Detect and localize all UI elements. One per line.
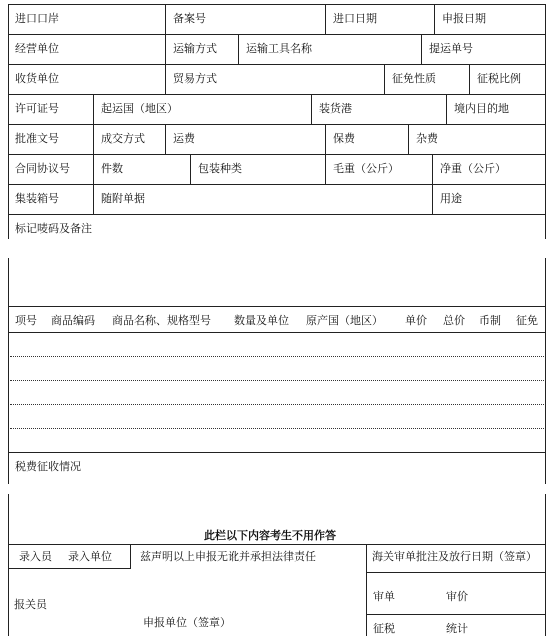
item-header: 总价 [443, 314, 465, 327]
pricing-label: 审价 [446, 590, 468, 603]
rule-col [165, 34, 166, 64]
bill-no-label: 提运单号 [429, 42, 473, 55]
rule-row [366, 614, 546, 615]
transport-name-label: 运输工具名称 [246, 42, 312, 55]
rule-col [469, 64, 470, 94]
rule-right-upper [545, 4, 546, 239]
declare-date-label: 申报日期 [442, 12, 486, 25]
item-header: 币制 [479, 314, 501, 327]
rule-col [93, 184, 94, 214]
declarant-label: 报关员 [14, 598, 47, 611]
net-weight-label: 净重（公斤） [440, 162, 506, 175]
rule-col [446, 94, 447, 124]
rule-col [366, 544, 367, 636]
tax-section-label: 税费征收情况 [15, 460, 81, 473]
container-no-label: 集装箱号 [15, 192, 59, 205]
freight-label: 运费 [173, 132, 195, 145]
rule-row [8, 154, 546, 155]
rule-col [432, 184, 433, 214]
rule-right-items [545, 258, 546, 484]
origin-country-label: 起运国（地区） [101, 102, 178, 115]
rule-top [8, 4, 546, 5]
record-no-label: 备案号 [173, 12, 206, 25]
rule-col [408, 124, 409, 154]
rule-col [432, 154, 433, 184]
contract-no-label: 合同协议号 [15, 162, 70, 175]
tax-ratio-label: 征税比例 [477, 72, 521, 85]
operator-label: 经营单位 [15, 42, 59, 55]
rule-items-header [8, 332, 546, 333]
loading-port-label: 装货港 [319, 102, 352, 115]
usage-label: 用途 [440, 192, 462, 205]
review-label: 审单 [373, 590, 395, 603]
rule-row [366, 572, 546, 573]
insurance-label: 保费 [333, 132, 355, 145]
attached-docs-label: 随附单据 [101, 192, 145, 205]
rule-items-top [8, 306, 546, 307]
rule-col [434, 4, 435, 34]
item-header: 商品编码 [51, 314, 95, 327]
rule-row [8, 94, 546, 95]
rule-row [8, 64, 546, 65]
rule-left-footer [8, 494, 9, 636]
entry-unit-label: 录入单位 [68, 550, 112, 563]
rule-col [421, 34, 422, 64]
item-header: 数量及单位 [234, 314, 289, 327]
rule-row [8, 184, 546, 185]
item-row-line [10, 404, 544, 405]
license-no-label: 许可证号 [15, 102, 59, 115]
item-row-line [10, 356, 544, 357]
rule-col [165, 124, 166, 154]
item-header: 征免 [516, 314, 538, 327]
rule-col [165, 4, 166, 34]
package-type-label: 包装种类 [198, 162, 242, 175]
statistics-label: 统计 [446, 622, 468, 635]
approval-no-label: 批准文号 [15, 132, 59, 145]
customs-approval-label: 海关审单批注及放行日期（签章） [372, 550, 537, 563]
deal-mode-label: 成交方式 [101, 132, 145, 145]
rule-col [93, 94, 94, 124]
rule-row [8, 124, 546, 125]
rule-col [93, 154, 94, 184]
rule-col [384, 64, 385, 94]
transport-mode-label: 运输方式 [173, 42, 217, 55]
rule-left-upper [8, 4, 9, 239]
item-header: 单价 [405, 314, 427, 327]
rule-col [93, 124, 94, 154]
rule-col [325, 154, 326, 184]
rule-footer-top [8, 544, 546, 545]
import-port-label: 进口口岸 [15, 12, 59, 25]
gross-weight-label: 毛重（公斤） [333, 162, 399, 175]
import-date-label: 进口日期 [333, 12, 377, 25]
trade-mode-label: 贸易方式 [173, 72, 217, 85]
remarks-label: 标记唛码及备注 [15, 222, 92, 235]
rule-col [165, 64, 166, 94]
taxation-label: 征税 [373, 622, 395, 635]
item-row-line [10, 380, 544, 381]
rule-items-bottom [8, 452, 546, 453]
exemption-nature-label: 征免性质 [392, 72, 436, 85]
entry-clerk-label: 录入员 [19, 550, 52, 563]
rule-col [130, 544, 131, 568]
item-header: 原产国（地区） [306, 314, 383, 327]
footer-note: 此栏以下内容考生不用作答 [204, 529, 336, 542]
rule-col [325, 4, 326, 34]
domestic-dest-label: 境内目的地 [454, 102, 509, 115]
rule-row [8, 34, 546, 35]
rule-row [8, 214, 546, 215]
rule-col [238, 34, 239, 64]
declaration-text: 兹声明以上申报无讹并承担法律责任 [140, 550, 316, 563]
consignee-label: 收货单位 [15, 72, 59, 85]
item-row-line [10, 428, 544, 429]
rule-col [311, 94, 312, 124]
pieces-label: 件数 [101, 162, 123, 175]
declaring-unit-label: 申报单位（签章） [143, 616, 231, 629]
rule-col [190, 154, 191, 184]
rule-left-items [8, 258, 9, 484]
item-header: 项号 [15, 314, 37, 327]
rule-row [8, 568, 131, 569]
item-header: 商品名称、规格型号 [112, 314, 211, 327]
rule-col [325, 124, 326, 154]
misc-fee-label: 杂费 [416, 132, 438, 145]
